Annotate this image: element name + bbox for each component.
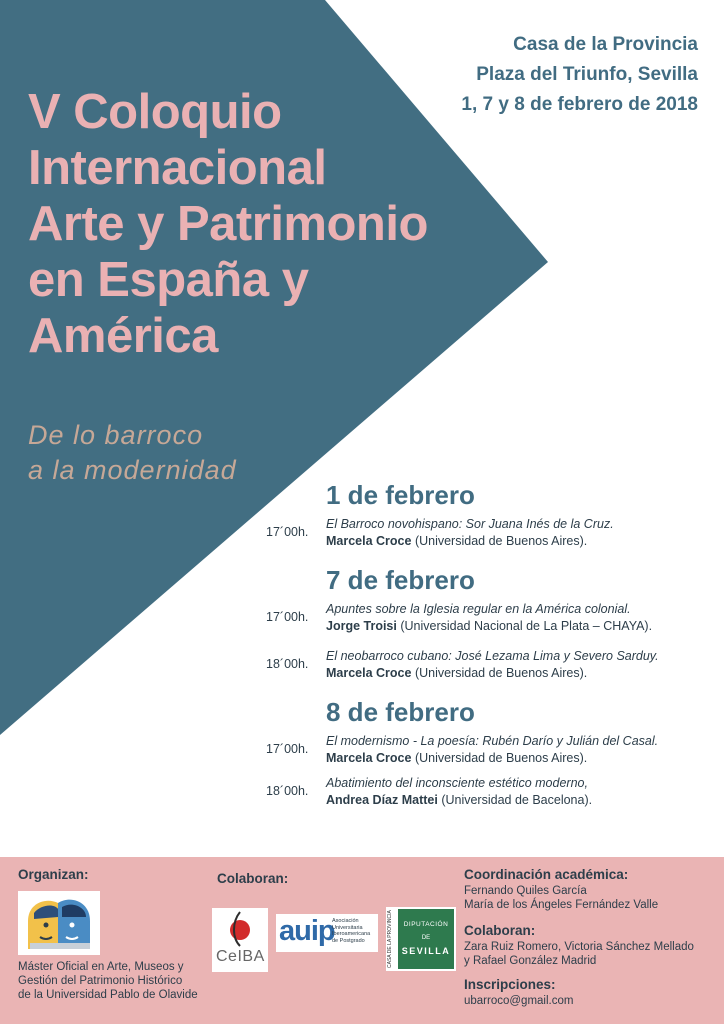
- coordination-name-2: María de los Ángeles Fernández Valle: [464, 899, 659, 911]
- venue-block: [461, 30, 698, 120]
- diputacion-emblem: [398, 909, 454, 969]
- title-line-4: en España y: [28, 253, 309, 307]
- session-item: [260, 516, 716, 550]
- session-item: [260, 648, 716, 682]
- session-title: El neobarroco cubano: José Lezama Lima y Severo Sarduy.: [326, 649, 659, 663]
- subtitle-line-1: De lo barroco: [28, 420, 204, 450]
- organizan-line-3: de la Universidad Pablo de Olavide: [18, 989, 198, 1001]
- speaker-name: Marcela Croce: [326, 666, 412, 680]
- diputacion-sevilla-text: SEVILLA: [401, 946, 451, 956]
- diputacion-logo: [386, 907, 456, 971]
- coordination-heading: Coordinación académica:: [464, 867, 629, 882]
- session-time: 18´00h.: [266, 657, 309, 671]
- title-line-5: América: [28, 309, 218, 363]
- session-time: 17´00h.: [266, 610, 309, 624]
- colaboran-heading: Colaboran:: [217, 871, 289, 886]
- auip-caption-line-3: Iberoamericana: [332, 931, 371, 937]
- session-details: [326, 648, 716, 682]
- session-item: [260, 775, 716, 809]
- subtitle-line-2: a la modernidad: [28, 455, 237, 485]
- venue-date: 1, 7 y 8 de febrero de 2018: [461, 94, 698, 115]
- registration-heading: Inscripciones:: [464, 977, 556, 992]
- organizan-line-2: Gestión del Patrimonio Histórico: [18, 975, 183, 987]
- upo-logo: [18, 891, 100, 955]
- footer-band: [0, 857, 724, 1024]
- session-details: [326, 516, 716, 550]
- session-speaker-line: [326, 750, 716, 767]
- subtitle: [28, 418, 237, 488]
- day-heading: 7 de febrero: [326, 565, 475, 595]
- session-title: El Barroco novohispano: Sor Juana Inés de la Cruz.: [326, 517, 614, 531]
- collaborators-names: [464, 940, 694, 968]
- auip-wordmark: auip: [279, 915, 335, 947]
- collaborators-line-1: Zara Ruiz Romero, Victoria Sánchez Mellado: [464, 941, 694, 953]
- session-speaker-line: [326, 665, 716, 682]
- venue-line-1: Casa de la Provincia: [513, 34, 698, 55]
- auip-logo: [276, 914, 378, 952]
- title-line-3: Arte y Patrimonio: [28, 197, 428, 251]
- title-line-1: V Coloquio: [28, 85, 282, 139]
- diputacion-arc-text: DIPUTACIÓN: [403, 921, 449, 928]
- session-item: [260, 733, 716, 767]
- celba-logo: [212, 908, 268, 972]
- auip-caption-line-4: de Postgrado: [332, 937, 365, 944]
- coordination-name-1: Fernando Quiles García: [464, 885, 587, 897]
- session-details: [326, 601, 716, 635]
- session-details: [326, 775, 716, 809]
- session-speaker-line: [326, 792, 716, 809]
- session-title: Apuntes sobre la Iglesia regular en la América colonial.: [326, 602, 631, 616]
- session-details: [326, 733, 716, 767]
- venue-line-2: Plaza del Triunfo, Sevilla: [476, 64, 698, 85]
- session-time: 18´00h.: [266, 784, 309, 798]
- day-heading: 8 de febrero: [326, 697, 475, 727]
- program-day: [260, 478, 716, 550]
- session-title: El modernismo - La poesía: Rubén Darío y Julián del Casal.: [326, 734, 659, 748]
- speaker-affiliation: (Universidad Nacional de La Plata – CHAYA).: [396, 619, 653, 633]
- speaker-affiliation: (Universidad de Buenos Aires).: [411, 666, 588, 680]
- program-day: [260, 695, 716, 809]
- organizan-text: [18, 960, 198, 1002]
- speaker-affiliation: (Universidad de Bacelona).: [437, 793, 593, 807]
- day-heading: 1 de febrero: [326, 480, 475, 510]
- title-line-2: Internacional: [28, 141, 327, 195]
- diputacion-side-label: CASA DE LA PROVINCIA: [387, 910, 393, 968]
- auip-caption: [332, 918, 370, 944]
- speaker-name: Jorge Troisi: [326, 619, 397, 633]
- collaborators-line-2: y Rafael González Madrid: [464, 955, 597, 967]
- organizan-heading: Organizan:: [18, 867, 89, 882]
- session-time: 17´00h.: [266, 525, 309, 539]
- speaker-affiliation: (Universidad de Buenos Aires).: [411, 534, 588, 548]
- celba-emblem-icon: [212, 908, 268, 948]
- speaker-name: Andrea Díaz Mattei: [326, 793, 438, 807]
- session-speaker-line: [326, 618, 716, 635]
- session-time: 17´00h.: [266, 742, 309, 756]
- program-day: [260, 563, 716, 682]
- speaker-affiliation: (Universidad de Buenos Aires).: [411, 751, 588, 765]
- session-speaker-line: [326, 533, 716, 550]
- collaborators-heading: Colaboran:: [464, 923, 536, 938]
- diputacion-de-text: DE: [421, 935, 431, 941]
- organizan-line-1: Máster Oficial en Arte, Museos y: [18, 961, 184, 973]
- celba-label: CeIBA: [216, 948, 265, 965]
- page-title: [28, 84, 428, 364]
- auip-caption-line-2: Universitaria: [332, 924, 363, 931]
- speaker-name: Marcela Croce: [326, 534, 412, 548]
- session-item: [260, 601, 716, 635]
- coordination-names: [464, 884, 658, 912]
- registration-email[interactable]: ubarroco@gmail.com: [464, 995, 574, 1007]
- session-title: Abatimiento del inconsciente estético moderno,: [326, 776, 588, 790]
- speaker-name: Marcela Croce: [326, 751, 412, 765]
- program-schedule: [260, 478, 716, 822]
- auip-caption-line-1: Asociación: [332, 918, 359, 924]
